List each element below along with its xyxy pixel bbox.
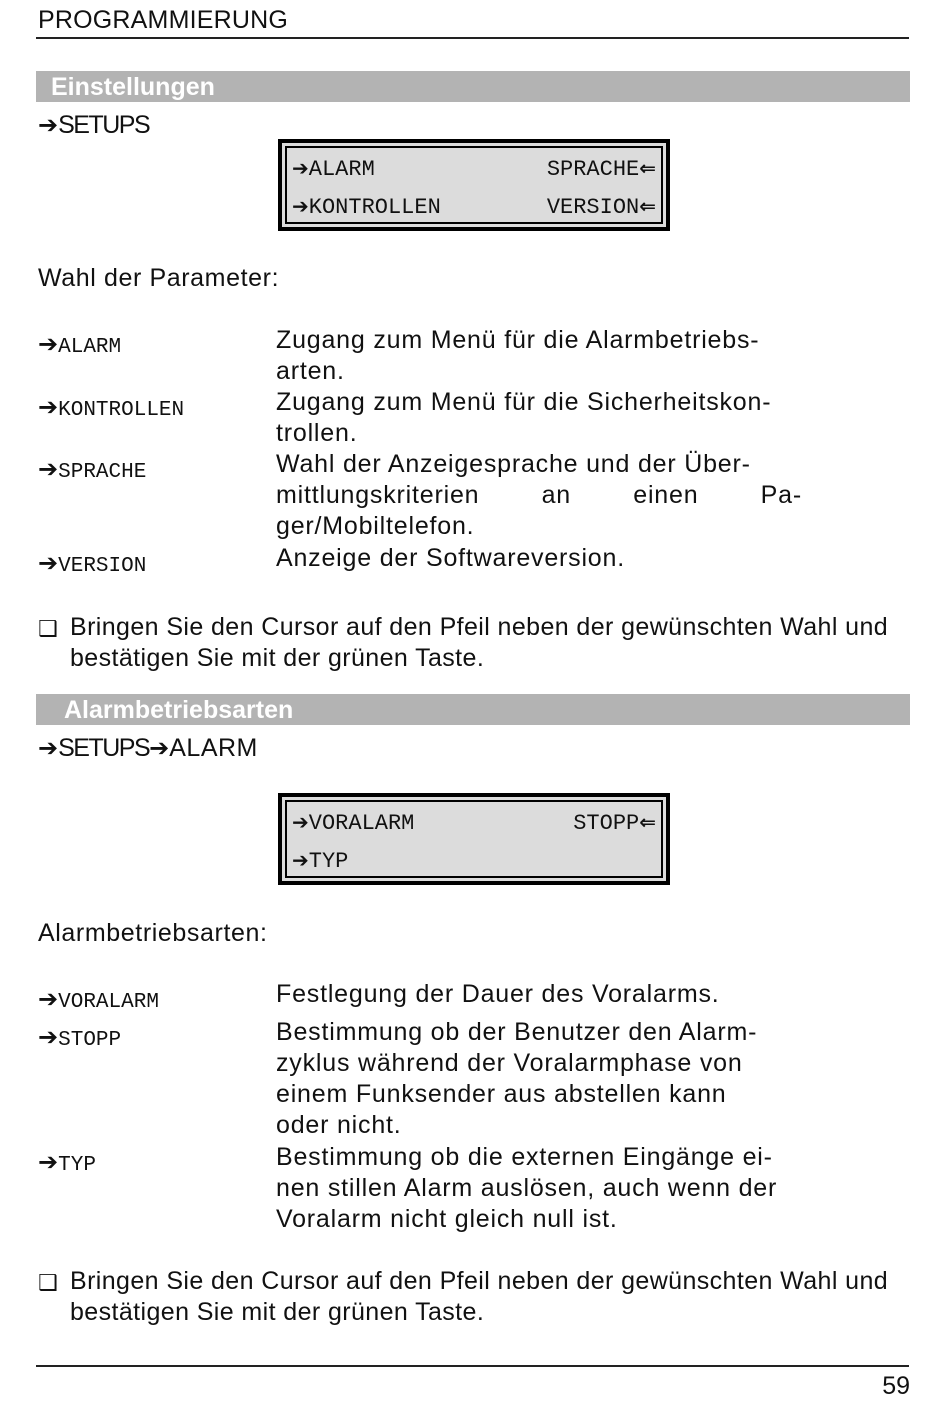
lcd-display-setups <box>278 139 670 231</box>
path-segment: ALARM <box>169 734 258 762</box>
page-header-title: PROGRAMMIERUNG <box>38 6 289 34</box>
section-heading-einstellungen: Einstellungen <box>36 71 910 102</box>
right-arrow-icon: ➔ <box>38 734 59 762</box>
right-arrow-icon: ➔ <box>38 1023 59 1051</box>
menu-path-setups-alarm <box>38 734 258 763</box>
right-arrow-icon: ➔ <box>38 393 59 421</box>
parameter-intro: Wahl der Parameter: <box>38 264 280 292</box>
desc-kontrollen: Zugang zum Menü für die Sicherheitskon- trollen. <box>276 388 772 447</box>
desc-version: Anzeige der Softwareversion. <box>276 544 625 572</box>
word: einen <box>633 481 699 509</box>
lcd-row <box>292 153 656 183</box>
right-arrow-icon: ➔ <box>292 810 309 834</box>
section-heading-alarmbetriebsarten: Alarmbetriebsarten <box>36 694 910 725</box>
right-arrow-icon: ➔ <box>292 848 309 872</box>
term-stopp: ➔STOPP <box>38 1023 122 1052</box>
right-arrow-icon: ➔ <box>292 194 309 218</box>
term-voralarm: ➔VORALARM <box>38 985 159 1014</box>
desc-voralarm: Festlegung der Dauer des Voralarms. <box>276 980 720 1008</box>
lcd-option: STOPP <box>573 811 640 836</box>
term-sprache: ➔SPRACHE <box>38 455 147 484</box>
lcd-option: KONTROLLEN <box>308 195 441 220</box>
term-typ: ➔TYP <box>38 1148 96 1177</box>
lcd-option: ALARM <box>308 157 375 182</box>
right-arrow-icon: ➔ <box>38 455 59 483</box>
right-arrow-icon: ➔ <box>38 1148 59 1176</box>
lcd-option: VERSION <box>546 195 640 220</box>
desc-typ: Bestimmung ob die externen Eingänge ei- nen stillen Alarm auslösen, auch wenn der Voralarm nicht gleich null ist. <box>276 1143 778 1233</box>
modes-intro: Alarmbetriebsarten: <box>38 919 268 947</box>
right-arrow-icon: ➔ <box>149 734 170 762</box>
term-kontrollen: ➔KONTROLLEN <box>38 393 185 422</box>
right-arrow-icon: ➔ <box>38 330 59 358</box>
lcd-option: TYP <box>308 849 349 874</box>
right-arrow-icon: ➔ <box>292 156 309 180</box>
term-version: ➔VERSION <box>38 549 147 578</box>
word: an <box>541 481 572 509</box>
lcd-row <box>292 845 656 875</box>
left-arrow-icon: ⇐ <box>639 156 656 180</box>
right-arrow-icon: ➔ <box>38 985 59 1013</box>
right-arrow-icon: ➔ <box>38 111 59 139</box>
checkbox-bullet-icon: ❑ <box>38 1271 59 1296</box>
footer-rule <box>36 1365 909 1367</box>
lcd-display-alarm <box>278 793 670 885</box>
page-number: 59 <box>882 1372 910 1400</box>
term-alarm: ➔ALARM <box>38 330 122 359</box>
checkbox-bullet-icon: ❑ <box>38 617 59 642</box>
header-rule <box>36 37 909 39</box>
desc-sprache: Wahl der Anzeigesprache und der Über- mittlungskriterien an einen Pa- ger/Mobiltelefon. <box>276 450 802 540</box>
right-arrow-icon: ➔ <box>38 549 59 577</box>
desc-stopp: Bestimmung ob der Benutzer den Alarm- zyklus während der Voralarmphase von einem Funksender aus abstellen kann oder nicht. <box>276 1018 758 1139</box>
left-arrow-icon: ⇐ <box>639 810 656 834</box>
menu-path-setups <box>38 111 149 140</box>
desc-alarm: Zugang zum Menü für die Alarmbetriebs- arten. <box>276 326 760 385</box>
lcd-row <box>292 191 656 221</box>
word: Pa- <box>760 481 802 509</box>
lcd-option: VORALARM <box>308 811 415 836</box>
word: mittlungskriterien <box>276 481 480 509</box>
left-arrow-icon: ⇐ <box>639 194 656 218</box>
path-segment: SETUPS <box>58 111 150 139</box>
lcd-option: SPRACHE <box>546 157 640 182</box>
path-segment: SETUPS <box>58 734 150 762</box>
lcd-row <box>292 807 656 837</box>
